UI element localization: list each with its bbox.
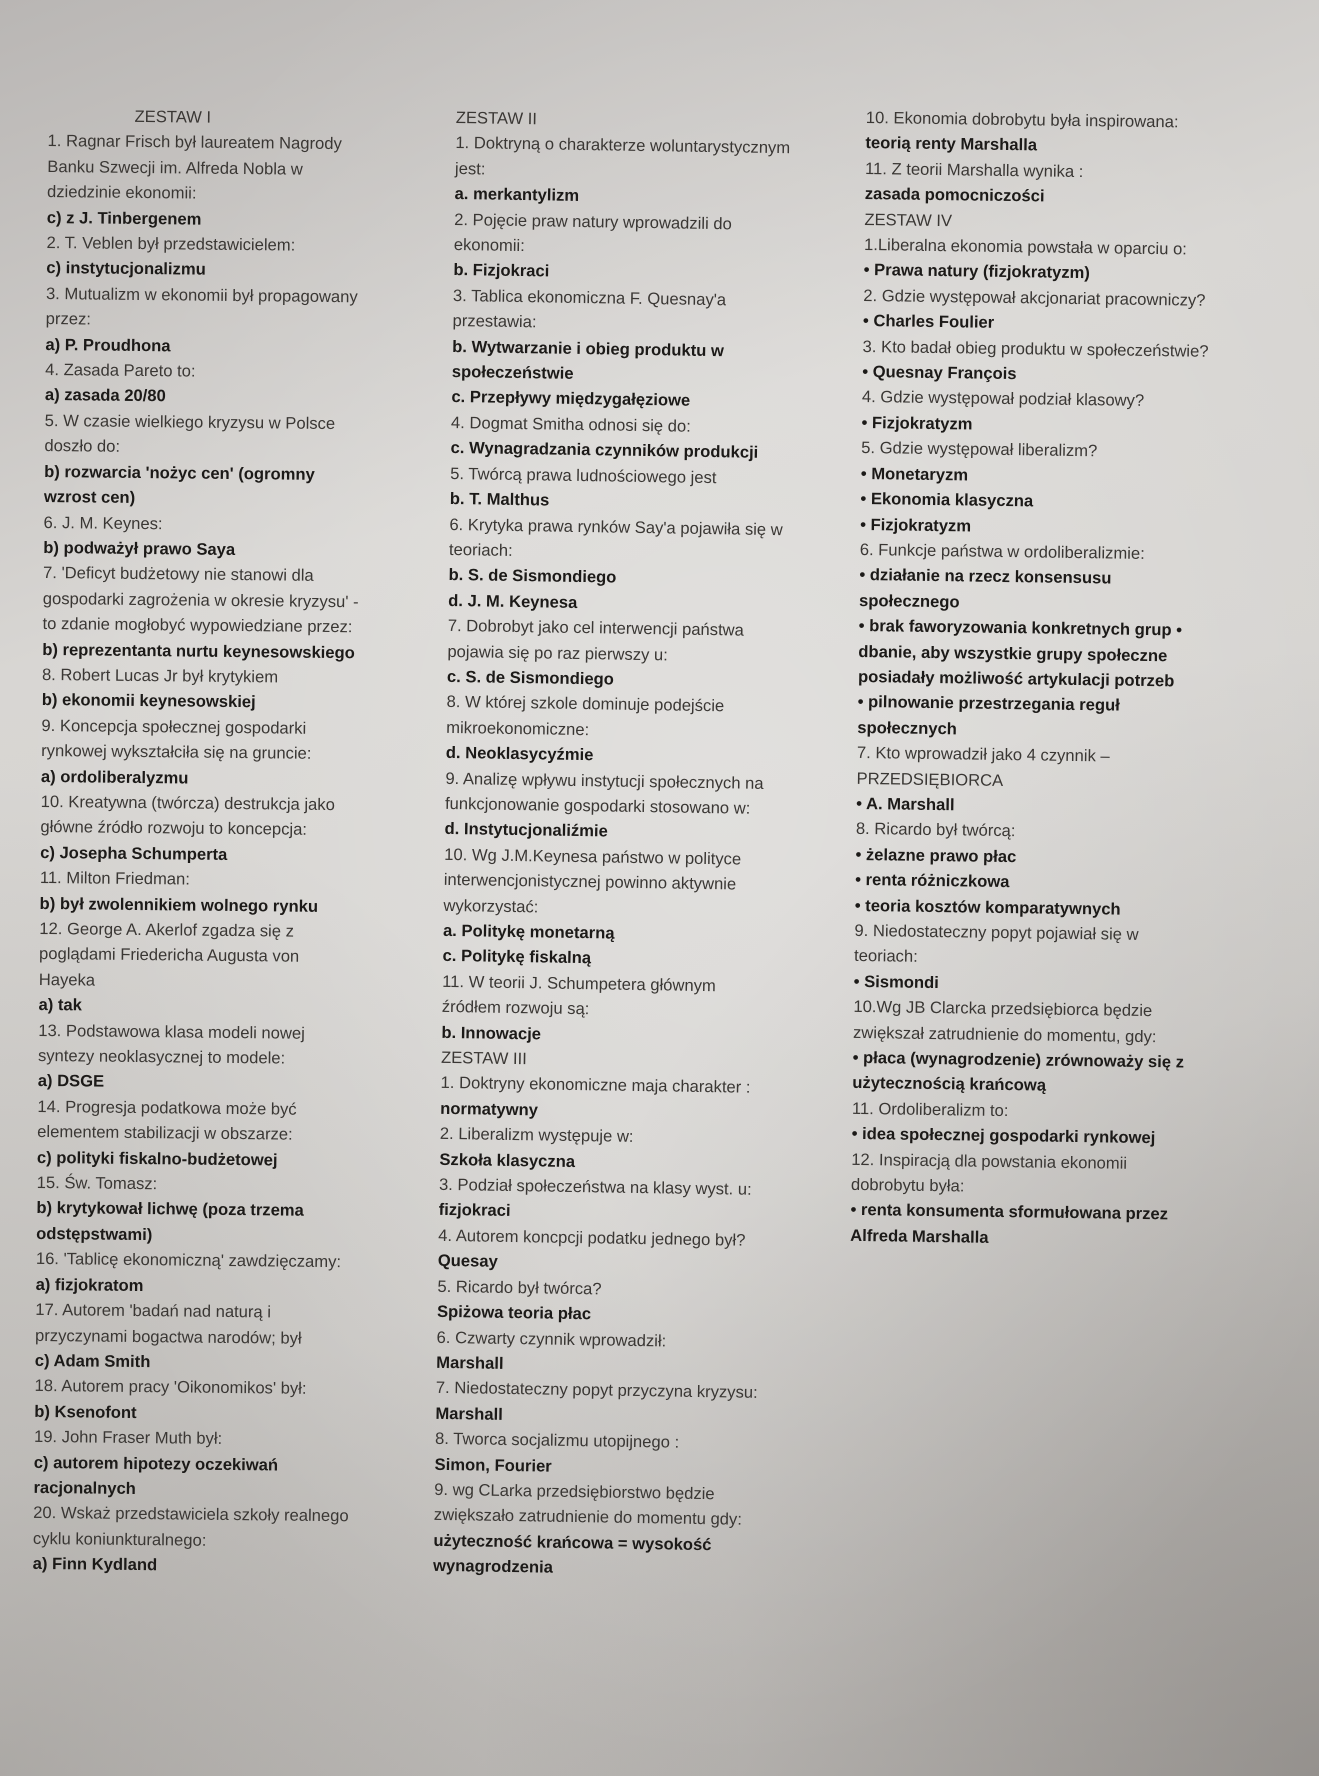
question-text: 3. Mutualizm w ekonomii był propagowany przez: [45,283,358,329]
answer-text: Quesay [437,1251,498,1272]
question-text: 3. Podział społeczeństwa na klasy wyst. u: [438,1174,752,1199]
answer-text: c) polityki fiskalno-budżetowej [36,1147,278,1170]
question-text: 16. 'Tablicę ekonomiczną' zawdzięczamy: [35,1249,342,1272]
question-text: 2. Pojęcie praw natury wprowadzili do ekonomii: [453,209,732,256]
question-text: 11. Ordoliberalizm to: [851,1098,1009,1120]
question-text: 11. Milton Friedman: [39,868,191,889]
column-zestaw-2-3 [433,105,791,1584]
answer-text: b) Ksenofont [34,1401,137,1422]
answer-text: c) z J. Tinbergenem [46,207,202,229]
answer-text: a) Finn Kydland [32,1554,158,1575]
answer-text: b) reprezentanta nurtu keynesowskiego [42,639,355,662]
answer-text: • Quesnay François [862,362,1017,384]
question-text: 4. Autorem koncpcji podatku jednego był? [438,1225,746,1250]
question-text: 9. wg CLarka przedsiębiorstwo będzie zwiększało zatrudnienie do momentu gdy: [433,1479,743,1530]
question-text: 5. Gdzie występował liberalizm? [861,438,1098,461]
answer-text: c) Josepha Schumperta [40,842,228,864]
question-text: 15. Św. Tomasz: [36,1173,158,1194]
answer-text: d. Neoklasycyźmie [445,743,594,765]
answer-text: Simon, Fourier [434,1454,552,1476]
question-text: 2. T. Veblen był przedstawicielem: [46,233,296,255]
answer-text: Spiżowa teoria płac [436,1301,592,1324]
question-text: 7. 'Deficyt budżetowy nie stanowi dla gospodarki zagrożenia w okresie kryzysu' - to zdanie mogłobyć wypowiedziane przez: [42,563,359,637]
answer-text: c) instytucjonalizmu [46,258,206,280]
question-text: 14. Progresja podatkowa może być elementem stabilizacji w obszarze: [37,1096,297,1144]
answer-text: c. S. de Sismondiego [446,666,615,689]
answer-text: a) DSGE [37,1071,105,1092]
question-text: 3. Tablica ekonomiczna F. Quesnay'a przestawia: [452,285,727,332]
question-text: 4. Zasada Pareto to: [45,360,196,381]
answer-text: • Prawa natury (fizjokratyzm) [863,260,1091,283]
question-text: 2. Gdzie występował akcjonariat pracowniczy? [863,285,1206,310]
question-text: 17. Autorem 'badań nad naturą i przyczynami bogactwa narodów; był [34,1300,302,1348]
answer-text: d. Instytucjonaliźmie [444,819,608,841]
answer-text: • działanie na rzecz konsensusu społecznego [858,565,1112,612]
question-text: 7. Niedostateczny popyt przyczyna kryzysu: [435,1378,758,1403]
question-text: 9. Niedostateczny popyt pojawiał się w teoriach: [853,920,1139,967]
answer-text: a. Politykę monetarną [442,920,615,943]
answer-text: • A. Marshall [856,793,955,815]
question-text: 8. Ricardo był twórcą: [855,819,1016,841]
answer-text: • pilnowanie przestrzegania reguł społecznych [857,692,1120,739]
answer-text: b. Wytwarzanie i obieg produktu w społeczeństwie [451,336,724,383]
question-text: 1.Liberalna ekonomia powstała w oparciu o: [863,235,1188,259]
question-text: 19. John Fraser Muth był: [33,1427,223,1449]
answer-text: a) zasada 20/80 [44,385,166,406]
answer-text: b) ekonomii keynesowskiej [41,690,256,712]
answer-text: zasada pomocniczości [864,184,1045,206]
question-text: 12. George A. Akerlof zgadza się z poglądami Friedericha Augusta von Hayeka [38,918,300,990]
section-heading: ZESTAW I [134,106,212,127]
question-text: 11. Z teorii Marshalla wynika : [864,158,1084,181]
answer-text: a) tak [38,995,83,1015]
answer-text: a) P. Proudhona [45,334,171,355]
answer-text: b) podważył prawo Saya [43,537,236,559]
answer-text: b) krytykował lichwę (poza trzema odstępstwami) [36,1198,304,1245]
answer-text: • brak faworyzowania konkretnych grup • dbanie, aby wszystkie grupy społeczne posiadały możliwość artykulacji potrzeb [857,616,1183,691]
section-heading: ZESTAW III [440,1047,527,1069]
answer-text: • Fizjokratyzm [861,412,973,434]
answer-text: • płaca (wynagrodzenie) zrównoważy się z użytecznością krańcową [852,1047,1185,1096]
question-text: 8. W której szkole dominuje podejście mikroekonomiczne: [446,692,725,739]
question-text: 5. Twórcą prawa ludnościowego jest [450,463,717,487]
answer-text: • Charles Foulier [862,311,995,333]
question-text: 20. Wskaż przedstawiciela szkoły realnego cyklu koniunkturalnego: [32,1503,349,1550]
question-text: 8. Tworca socjalizmu utopijnego : [434,1428,680,1452]
question-text: 4. Gdzie występował podział klasowy? [861,387,1145,411]
column-zestaw-3-4 [850,105,1216,1253]
column-zestaw-1 [33,103,368,1580]
question-text: 7. Kto wprowadził jako 4 czynnik – PRZEDSIĘBIORCA [856,743,1110,790]
answer-text: b. Fizjokraci [453,260,550,281]
question-text: 9. Koncepcja społecznej gospodarki rynkowej wykształciła się na gruncie: [41,715,312,763]
answer-text: b) był zwolennikiem wolnego rynku [39,893,319,916]
question-text: 10.Wg JB Clarcka przedsiębiorca będzie zwiększał zatrudnienie do momentu, gdy: [852,997,1157,1046]
section-heading: ZESTAW IV [864,209,953,230]
question-text: 5. Ricardo był twórca? [437,1276,602,1299]
answer-text: użyteczność krańcowa = wysokość wynagrodzenia [432,1530,712,1577]
answer-text: • żelazne prawo płac [855,844,1017,866]
answer-text: Szkoła klasyczna [439,1149,576,1171]
answer-text: c) Adam Smith [34,1350,151,1372]
question-text: 2. Liberalizm występuje w: [439,1124,634,1147]
section-heading: ZESTAW II [455,107,538,129]
answer-text: a. merkantylizm [454,184,580,206]
question-text: 10. Ekonomia dobrobytu była inspirowana: [865,107,1179,132]
question-text: 3. Kto badał obieg produktu w społeczeństwie? [862,336,1209,361]
answer-text: c. Wynagradzania czynników produkcji [450,438,759,463]
question-text: 9. Analizę wpływu instytucji społecznych na funkcjonowanie gospodarki stosowano w: [444,768,764,818]
answer-text: a) fizjokratom [35,1274,144,1295]
question-text: 18. Autorem pracy 'Oikonomikos' był: [34,1376,307,1399]
answer-text: • Sismondi [853,971,939,992]
question-text: 12. Inspiracją dla powstania ekonomii dobrobytu była: [850,1149,1128,1196]
question-text: 6. Czwarty czynnik wprowadził: [436,1327,667,1350]
answer-text: b. Innowacje [441,1022,542,1044]
answer-text: b. S. de Sismondiego [448,565,617,587]
question-text: 1. Doktryny ekonomiczne maja charakter : [440,1073,751,1098]
answer-text: b. T. Malthus [449,489,550,510]
answer-text: • renta konsumenta sformułowana przez Alfreda Marshalla [850,1200,1169,1247]
answer-text: c. Politykę fiskalną [442,946,592,968]
answer-text: d. J. M. Keynesa [448,590,578,612]
answer-text: teorią renty Marshalla [865,133,1038,155]
answer-text: • teoria kosztów komparatywnych [854,895,1121,919]
answer-text: normatywny [440,1098,539,1120]
question-text: 4. Dogmat Smitha odnosi się do: [450,412,691,436]
answer-text: • Fizjokratyzm [860,514,972,536]
question-text: 1. Ragnar Frisch był laureatem Nagrody Banku Szwecji im. Alfreda Nobla w dziedzinie ekonomii: [46,131,342,203]
question-text: 8. Robert Lucas Jr był krytykiem [41,664,279,687]
answer-text: a) ordoliberalyzmu [40,766,189,788]
answer-text: Marshall [436,1352,504,1373]
answer-text: • Monetaryzm [860,463,969,485]
question-text: 7. Dobrobyt jako cel interwencji państwa pojawia się po raz pierwszy u: [447,616,745,664]
answer-text: • idea społecznej gospodarki rynkowej [851,1124,1156,1148]
answer-text: • Ekonomia klasyczna [860,489,1034,511]
question-text: 5. W czasie wielkiego kryzysu w Polsce doszło do: [44,410,336,457]
answer-text: fizjokraci [438,1200,511,1221]
question-text: 13. Podstawowa klasa modeli nowej syntezy neoklasycznej to modele: [37,1020,305,1068]
answer-text: • renta różniczkowa [855,870,1010,892]
answer-text: b) rozwarcia 'nożyc cen' (ogromny wzrost cen) [43,461,315,508]
question-text: 10. Kreatywna (twórcza) destrukcja jako główne źródło rozwoju to koncepcja: [40,791,335,840]
answer-text: c. Przepływy międzygałęziowe [451,387,691,411]
question-text: 10. Wg J.M.Keynesa państwo w polityce interwencjonistycznej powinno aktywnie wykorzystać: [443,844,742,916]
question-text: 11. W teorii J. Schumpetera głównym źródłem rozwoju są: [441,971,716,1019]
question-text: 1. Doktryną o charakterze woluntarystycznym jest: [454,133,791,179]
question-text: 6. Krytyka prawa rynków Say'a pojawiła się w teoriach: [448,514,783,560]
answer-text: Marshall [435,1403,503,1424]
question-text: 6. J. M. Keynes: [43,512,163,533]
answer-text: c) autorem hipotezy oczekiwań racjonalnych [33,1452,279,1498]
question-text: 6. Funkcje państwa w ordoliberalizmie: [859,539,1145,563]
